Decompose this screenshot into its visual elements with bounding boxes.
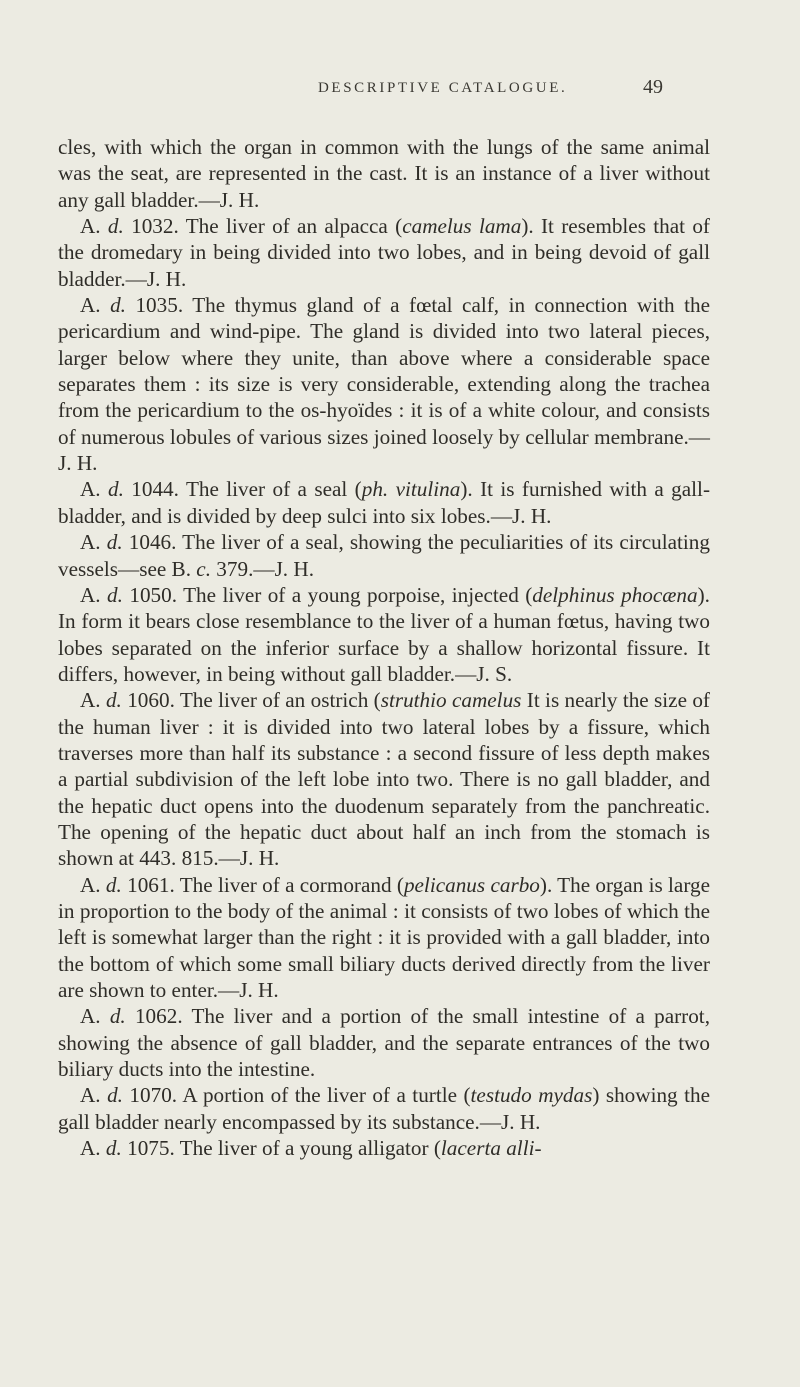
entry-1044: A. d. 1044. The liver of a seal (ph. vitulina). It is furnished with a gall-bladder, and is divided by deep sulci into six lobes.—J. H.: [58, 477, 711, 528]
entry-1060: A. d. 1060. The liver of an ostrich (struthio camelus It is nearly the size of the human liver : it is divided into two lateral lobes by a fissure, which traverses more than half its substance : a second fissure of less depth makes a partial subdivision of the left lobe into two. There is no gall bladder, and the hepatic duct opens into the duodenum separately from the panchreatic. The opening of the hepatic duct about half an inch from the stomach is shown at 443. 815.—J. H.: [58, 688, 710, 871]
entry-1050: A. d. 1050. The liver of a young porpoise, injected (delphinus phocæna). In form it bears close resemblance to the liver of a human fœtus, having two lobes separated on the inferior surface by a shallow horizontal fissure. It differs, however, in being without gall bladder.—J. S.: [58, 582, 710, 686]
page-number: 49: [643, 76, 663, 98]
catalogue-text: [58, 134, 710, 1161]
entry-continuation: cles, with which the organ in common with the lungs of the same animal was the seat, are represented in the cast. It is an instance of a liver without any gall bladder.—J. H.: [58, 135, 710, 212]
entry-1061: A. d. 1061. The liver of a cormorand (pelicanus carbo). The organ is large in proportion to the body of the animal : it consists of two lobes of which the left is somewhat larger than the right : it is provided with a gall bladder, into the bottom of which some small biliary ducts derived directly from the liver are shown to enter.—J. H.: [58, 872, 710, 1002]
entry-1062: A. d. 1062. The liver and a portion of the small intestine of a parrot, showing the absence of gall bladder, and the separate entrances of the two biliary ducts into the intestine.: [58, 1004, 710, 1082]
entry-1035: A. d. 1035. The thymus gland of a fœtal calf, in connection with the pericardium and wind-pipe. The gland is divided into two lateral pieces, larger below where they unite, than above where a considerable space separates them : its size is very considerable, extending along the trachea from the pericardium to the os-hyoïdes : it is of a white colour, and consists of numerous lobules of various sizes joined loosely by cellular membrane.—J. H.: [58, 293, 710, 476]
entry-1075: A. d. 1075. The liver of a young alligator (lacerta alli-: [80, 1136, 542, 1161]
entry-1070: A. d. 1070. A portion of the liver of a turtle (testudo mydas) showing the gall bladder nearly encompassed by its substance.—J. H.: [58, 1083, 710, 1134]
entry-1032: A. d. 1032. The liver of an alpacca (camelus lama). It resembles that of the dromedary in being divided into two lobes, and in being devoid of gall bladder.—J. H.: [58, 214, 710, 291]
page-header: [0, 76, 800, 110]
running-title: DESCRIPTIVE CATALOGUE.: [318, 80, 568, 96]
entry-1046: A. d. 1046. The liver of a seal, showing the peculiarities of its circulating vessels—see B. c. 379.—J. H.: [58, 530, 710, 581]
